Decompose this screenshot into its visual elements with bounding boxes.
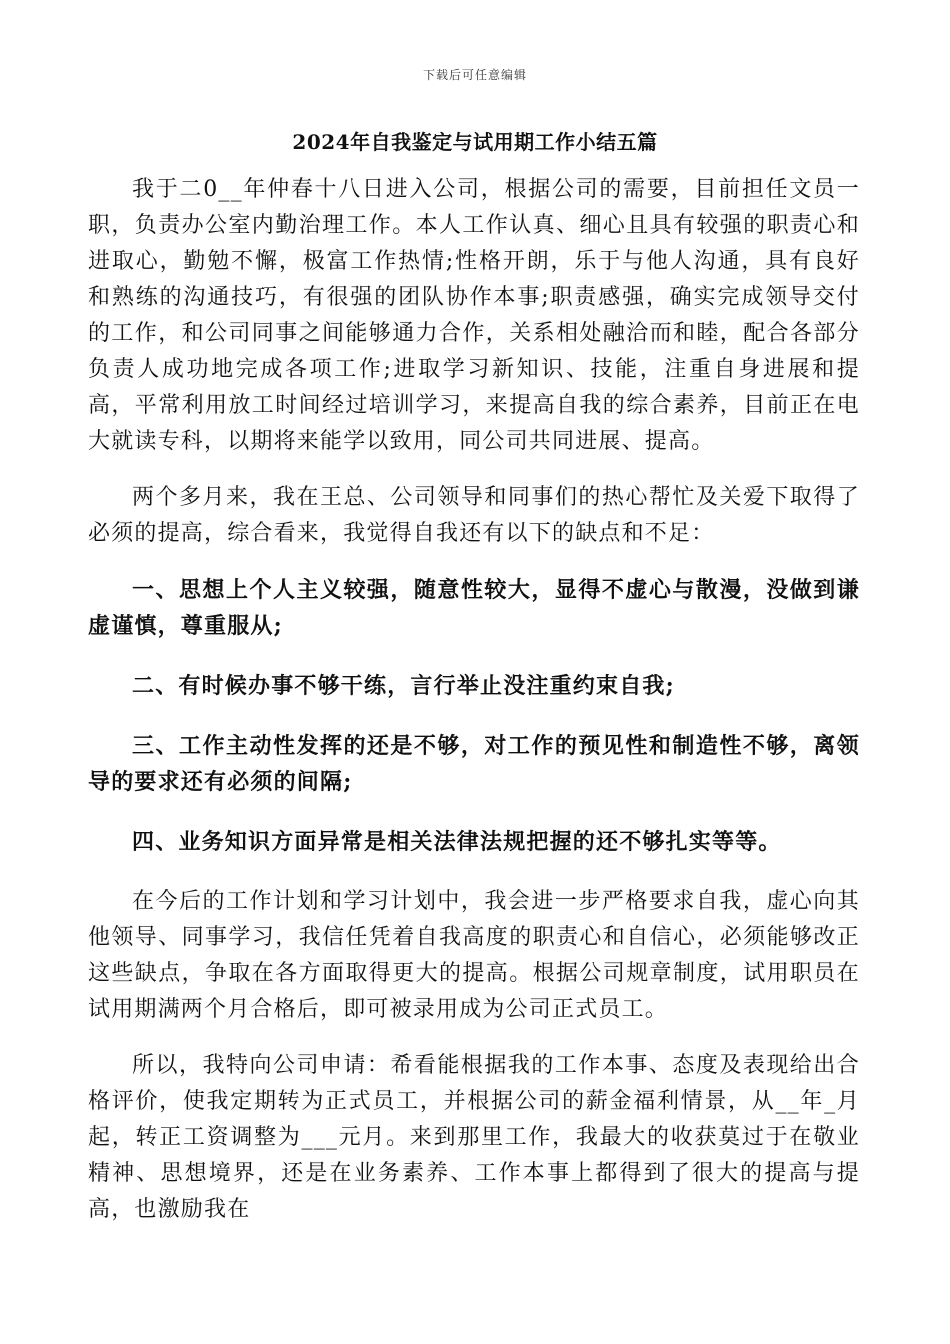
paragraph-intro: 我于二0__年仲春十八日进入公司，根据公司的需要，目前担任文员一职，负责办公室内勤治理工作。本人工作认真、细心且具有较强的职责心和进取心，勤勉不懈，极富工作热情;性格开朗，乐于与他人沟通，具有良好和熟练的沟通技巧，有很强的团队协作本事;职责感强，确实完成领导交付的工作，和公司同事之间能够通力合作，关系相处融洽而和睦，配合各部分负责人成功地完成各项工作;进取学习新知识、技能，注重自身进展和提高，平常利用放工时间经过培训学习，来提高自我的综合素养，目前正在电大就读专科，以期将来能学以致用，同公司共同进展、提高。 bbox=[88, 177, 860, 454]
paragraph-application: 所以，我特向公司申请：希看能根据我的工作本事、态度及表现给出合格评价，使我定期转为正式员工，并根据公司的薪金福利情景，从__年_月起，转正工资调整为___元月。来到那里工作，我最大的收获莫过于在敬业精神、思想境界，还是在业务素养、工作本事上都得到了很大的提高与提高，也激励我在 bbox=[88, 1053, 860, 1222]
shortcoming-item-1: 一、思想上个人主义较强，随意性较大，显得不虚心与散漫，没做到谦虚谨慎，尊重服从; bbox=[88, 577, 860, 639]
document-body bbox=[88, 172, 860, 1248]
shortcoming-item-4: 四、业务知识方面异常是相关法律法规把握的还不够扎实等等。 bbox=[132, 829, 782, 855]
paragraph-shortcomings-intro: 两个多月来，我在王总、公司领导和同事们的热心帮忙及关爱下取得了必须的提高，综合看来，我觉得自我还有以下的缺点和不足： bbox=[88, 485, 860, 546]
document-title: 2024年自我鉴定与试用期工作小结五篇 bbox=[292, 130, 658, 154]
header-note: 下载后可任意编辑 bbox=[422, 68, 527, 82]
shortcoming-item-3: 三、工作主动性发挥的还是不够，对工作的预见性和制造性不够，离领导的要求还有必须的间隔; bbox=[88, 733, 860, 795]
shortcoming-item-2: 二、有时候办事不够干练，言行举止没注重约束自我; bbox=[132, 673, 675, 699]
paragraph-future-plan: 在今后的工作计划和学习计划中，我会进一步严格要求自我，虚心向其他领导、同事学习，我信任凭着自我高度的职责心和自信心，必须能够改正这些缺点，争取在各方面取得更大的提高。根据公司规章制度，试用职员在试用期满两个月合格后，即可被录用成为公司正式员工。 bbox=[88, 889, 860, 1022]
